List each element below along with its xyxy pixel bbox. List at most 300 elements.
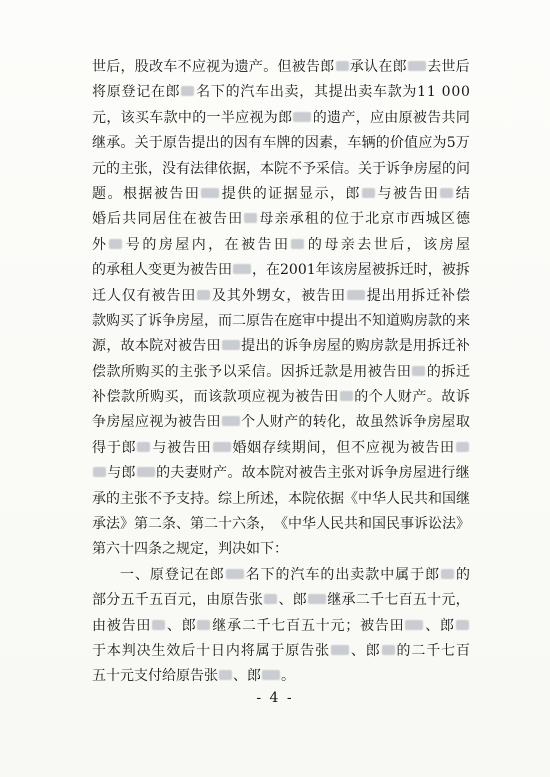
text-char: 同 [455, 109, 470, 126]
text-char: 条 [162, 516, 176, 533]
redacted-name [308, 594, 326, 604]
text-char: 购 [355, 338, 370, 355]
text-char: 田 [196, 439, 211, 456]
text-char: 偿 [92, 363, 106, 380]
text-char: 补 [92, 389, 106, 406]
text-char: 款 [387, 84, 402, 101]
text-char: ， [260, 516, 274, 533]
text-char: 承 [106, 262, 120, 279]
text-char: 于 [92, 642, 106, 659]
text-char: ， [204, 541, 218, 558]
text-char: 继 [92, 135, 106, 152]
text-char: 和 [428, 490, 442, 507]
text-char: 。 [107, 185, 122, 202]
text-char: 五 [300, 617, 315, 634]
text-char: 争 [400, 160, 414, 177]
text-char: 改 [149, 59, 164, 75]
text-char: 出 [381, 287, 396, 304]
text-char: 郎 [292, 592, 307, 609]
text-char: 夫 [170, 465, 185, 482]
text-line [92, 385, 470, 410]
text-char: 张 [134, 490, 148, 507]
text-char: 的 [192, 109, 207, 126]
text-char: 告 [305, 59, 320, 75]
text-char: 、 [350, 642, 365, 659]
text-char: 人 [386, 490, 400, 507]
text-char: 世 [441, 59, 456, 75]
text-char: 万 [455, 135, 470, 152]
text-char: 支 [134, 668, 148, 685]
redacted-name [336, 61, 349, 71]
text-char: 持 [190, 490, 204, 507]
text-char: 外 [241, 287, 256, 304]
text-char: 二 [241, 617, 256, 634]
text-char: 款 [92, 312, 106, 329]
text-char: 款 [384, 338, 399, 355]
text-char: 告 [204, 262, 218, 279]
text-char: 拆 [455, 262, 470, 279]
text-char: 因 [233, 135, 248, 152]
text-char: 二 [204, 516, 218, 533]
text-char: 故 [120, 338, 135, 355]
text-char: 依 [316, 490, 330, 507]
text-char: 十 [196, 642, 211, 659]
text-char: ， [106, 109, 121, 126]
text-char: 供 [237, 185, 252, 202]
text-char: ， [355, 109, 370, 126]
text-char: 争 [92, 414, 106, 431]
text-char: 房 [398, 465, 413, 482]
text-char: 本 [255, 465, 270, 482]
text-char: 房 [312, 338, 327, 355]
text-char: 原 [246, 312, 260, 329]
text-char: 人 [383, 389, 398, 406]
text-char: 的 [354, 389, 369, 406]
text-char: 国 [372, 516, 386, 533]
text-char: 第 [134, 516, 148, 533]
text-char: ， [341, 414, 356, 431]
text-char: ， [333, 135, 348, 152]
text-char: 田 [136, 617, 151, 634]
text-char: 0 [451, 84, 461, 101]
text-char: ， [120, 59, 135, 75]
text-char: ， [208, 236, 223, 253]
text-char: 告 [192, 338, 207, 355]
text-char: 审 [302, 312, 316, 329]
text-char: 的 [252, 185, 267, 202]
text-char: 本 [106, 642, 121, 659]
text-char: 亲 [340, 236, 355, 253]
redacted-name [382, 645, 395, 655]
text-char: 五 [412, 592, 427, 609]
text-char: 。 [266, 363, 281, 380]
text-char: 区 [440, 211, 455, 228]
text-char: 的 [106, 490, 120, 507]
text-char: 车 [149, 109, 164, 126]
text-char: ， [406, 236, 421, 253]
text-char: 第 [92, 541, 106, 558]
text-char: 《 [344, 490, 358, 507]
text-char: 名 [245, 566, 260, 583]
text-char: 拆 [427, 338, 442, 355]
text-char: 后 [390, 236, 405, 253]
text-char: 的 [312, 109, 327, 126]
text-char: 为 [176, 262, 190, 279]
text-char: 的 [455, 566, 470, 583]
text-char: 其 [314, 84, 329, 101]
text-char: 。 [120, 135, 135, 152]
text-char: 。 [344, 160, 358, 177]
text-char: 财 [397, 389, 412, 406]
text-char: 诉 [284, 338, 299, 355]
text-char: 款 [163, 109, 178, 126]
text-char: 用 [412, 338, 427, 355]
text-char: 0 [460, 84, 470, 101]
text-char: 诉 [455, 389, 470, 406]
text-char: 承 [289, 211, 304, 228]
text-char: 视 [249, 109, 264, 126]
text-char: 在 [266, 262, 280, 279]
text-char: 款 [121, 389, 136, 406]
text-char: 告 [190, 668, 204, 685]
text-char: 诉 [370, 465, 385, 482]
text-char: 元 [92, 160, 106, 177]
text-char: 存 [262, 439, 277, 456]
text-char: 院 [302, 490, 316, 507]
text-char: 据 [283, 185, 298, 202]
text-char: 张 [193, 363, 208, 380]
text-char: 法 [442, 516, 456, 533]
text-char: 被 [151, 287, 166, 304]
text-char: 车 [163, 59, 178, 75]
text-line [92, 207, 470, 232]
text-char: 房 [414, 312, 428, 329]
text-char: 租 [304, 211, 319, 228]
text-char: 予 [162, 490, 176, 507]
text-char: 郎 [439, 617, 454, 634]
text-char: 张 [315, 642, 330, 659]
text-char: 提 [221, 185, 236, 202]
text-char: 妻 [184, 465, 199, 482]
text-char: 在 [378, 59, 393, 75]
text-char: 郎 [121, 465, 136, 482]
text-char: 中 [177, 109, 192, 126]
text-char: 百 [163, 592, 178, 609]
text-char: ， [204, 312, 218, 329]
text-char: 迁 [426, 287, 441, 304]
text-char: 应 [365, 439, 380, 456]
text-char: 原 [398, 109, 413, 126]
text-char: 被 [167, 439, 182, 456]
text-char: 告 [181, 439, 196, 456]
text-char: 房 [439, 236, 454, 253]
text-char: 不 [148, 490, 162, 507]
text-char: 五 [92, 668, 106, 685]
text-line [92, 334, 470, 359]
text-char: 院 [270, 465, 285, 482]
text-char: 由 [384, 109, 399, 126]
text-char: 提 [241, 338, 256, 355]
text-char: 被 [412, 109, 427, 126]
text-char: 原 [285, 642, 300, 659]
text-line [92, 182, 470, 207]
redacted-name [222, 340, 240, 350]
text-char: 郎 [392, 59, 407, 75]
text-char: 有 [176, 160, 190, 177]
text-char: 。 [204, 490, 218, 507]
text-char: 车 [372, 84, 387, 101]
text-char: 决 [136, 642, 151, 659]
text-char: 产 [284, 414, 299, 431]
text-char: 迁 [309, 363, 324, 380]
text-char: 为 [220, 59, 235, 75]
text-char: 内 [191, 236, 206, 253]
text-char: 张 [134, 160, 148, 177]
text-char: 号 [125, 236, 140, 253]
text-char: 时 [413, 262, 428, 279]
text-char: 争 [162, 312, 176, 329]
redacted-name [456, 620, 469, 630]
text-char: 财 [269, 414, 284, 431]
text-char: 田 [184, 185, 199, 202]
text-char: 采 [237, 363, 252, 380]
text-char: 问 [456, 160, 470, 177]
text-char: 五 [149, 592, 164, 609]
text-char: 的 [275, 566, 290, 583]
text-char: 化 [327, 414, 341, 431]
text-char: 告 [166, 287, 181, 304]
text-char: 人 [134, 262, 148, 279]
text-char: 更 [162, 262, 176, 279]
text-char: 告 [300, 642, 315, 659]
text-char: ， [106, 338, 121, 355]
text-char: 由 [206, 592, 221, 609]
redacted-name [340, 391, 353, 401]
text-char: 仅 [121, 287, 136, 304]
text-char: 的 [225, 84, 240, 101]
text-char: ， [191, 592, 206, 609]
text-char: 价 [389, 135, 404, 152]
text-char: 田 [206, 338, 221, 355]
text-char: 田 [324, 389, 339, 406]
text-char: 显 [299, 185, 314, 202]
text-char: 十 [120, 541, 134, 558]
text-char: 拆 [411, 287, 426, 304]
text-char: 。 [281, 668, 295, 685]
text-char: 偿 [456, 287, 470, 304]
text-char: 汽 [290, 566, 305, 583]
text-char: 该 [329, 262, 344, 279]
text-char: 千 [134, 592, 149, 609]
text-char: 承 [106, 135, 121, 152]
text-char: 告 [234, 592, 249, 609]
text-char: 将 [240, 642, 255, 659]
text-char: 被 [190, 262, 204, 279]
text-char: 在 [150, 84, 165, 101]
text-char: 母 [324, 236, 339, 253]
text-char: 在 [182, 211, 197, 228]
text-char: ， [246, 160, 260, 177]
text-char: 信 [251, 363, 266, 380]
text-char: 被 [197, 211, 212, 228]
text-char: 民 [400, 490, 414, 507]
text-char: 法 [190, 160, 204, 177]
text-char: 告 [316, 287, 331, 304]
text-char: 产 [213, 465, 228, 482]
text-char: 诉 [398, 414, 413, 431]
text-char: 张 [341, 465, 356, 482]
text-char: 所 [121, 363, 136, 380]
text-char: 共 [441, 109, 456, 126]
text-char: 期 [291, 439, 306, 456]
text-char: 西 [410, 211, 425, 228]
text-char: 华 [372, 490, 386, 507]
text-char: 院 [274, 160, 288, 177]
text-char: 为 [402, 84, 417, 101]
text-char: 规 [176, 541, 190, 558]
text-char: 财 [198, 465, 213, 482]
text-line [92, 80, 470, 105]
text-char: 知 [372, 312, 386, 329]
text-char: 进 [427, 465, 442, 482]
text-char: 争 [298, 338, 313, 355]
text-char: 属 [255, 642, 270, 659]
text-char: 诉 [386, 160, 400, 177]
text-char: 六 [106, 541, 120, 558]
text-char: 的 [290, 135, 305, 152]
redacted-name [293, 112, 311, 122]
text-char: 京 [380, 211, 395, 228]
text-char: 为 [163, 414, 178, 431]
text-char: 百 [398, 592, 413, 609]
redacted-name [197, 620, 210, 630]
text-char: 二 [411, 642, 426, 659]
text-char: 拆 [295, 363, 310, 380]
text-char: 日 [211, 642, 225, 659]
text-char: 诉 [414, 516, 428, 533]
text-char: 变 [148, 262, 162, 279]
text-char: 被 [177, 338, 192, 355]
text-char: 与 [107, 465, 122, 482]
text-char: 1 [306, 262, 316, 279]
text-char: 间 [306, 439, 321, 456]
redacted-name [331, 645, 349, 655]
text-char: 告 [312, 465, 327, 482]
text-char: 款 [365, 566, 380, 583]
text-char: 应 [134, 414, 149, 431]
text-char: 的 [375, 135, 390, 152]
text-char: 中 [358, 490, 372, 507]
text-char: 分 [106, 592, 121, 609]
text-char: 年 [315, 262, 330, 279]
text-char: 述 [260, 490, 274, 507]
text-char: 的 [156, 465, 171, 482]
text-char: 的 [442, 312, 456, 329]
text-char: 被 [241, 236, 256, 253]
text-char: 、 [176, 516, 190, 533]
text-char: 迁 [441, 338, 456, 355]
text-char: 的 [319, 211, 334, 228]
text-char: 告 [213, 211, 227, 228]
text-char: 屋 [455, 236, 470, 253]
text-char: 十 [218, 516, 232, 533]
text-char: 予 [208, 363, 223, 380]
text-char: 故 [441, 389, 456, 406]
text-char: 后 [455, 59, 470, 75]
text-char: 判 [121, 642, 136, 659]
text-char: 视 [206, 59, 221, 75]
text-char: 提 [328, 84, 343, 101]
text-char: 项 [237, 389, 252, 406]
text-char: 张 [204, 668, 218, 685]
text-char: 但 [277, 59, 292, 75]
redacted-name [347, 290, 365, 300]
text-char: 房 [414, 160, 428, 177]
text-char: 应 [251, 389, 266, 406]
text-char: 二 [148, 516, 162, 533]
text-char: 田 [218, 262, 232, 279]
redacted-name [109, 239, 122, 249]
text-char: 款 [324, 363, 339, 380]
text-char: 下 [210, 84, 225, 101]
text-char: 婚 [92, 211, 106, 228]
redacted-name [244, 213, 257, 223]
text-char: 购 [400, 312, 414, 329]
text-char: 应 [191, 59, 206, 75]
text-char: 被 [177, 414, 192, 431]
text-char: 。 [227, 465, 242, 482]
text-char: 郎 [365, 642, 380, 659]
text-char: 房 [369, 338, 384, 355]
text-char: 1 [417, 84, 427, 101]
text-char: 主 [120, 160, 134, 177]
text-char: 房 [176, 312, 190, 329]
text-char: 生 [151, 642, 166, 659]
text-char: 视 [266, 389, 281, 406]
text-char: ， [179, 389, 194, 406]
text-line [92, 410, 470, 435]
text-char: 后 [181, 642, 196, 659]
text-char: 继 [455, 465, 470, 482]
redacted-name [291, 239, 304, 249]
text-char: 田 [396, 363, 411, 380]
text-char: 郎 [165, 84, 180, 101]
text-line [92, 436, 470, 461]
text-char: 依 [218, 160, 232, 177]
text-char: 中 [380, 566, 395, 583]
text-char: 田 [181, 287, 196, 304]
text-char: 五 [120, 592, 135, 609]
text-char: 原 [106, 84, 121, 101]
text-char: 百 [286, 617, 301, 634]
text-line [92, 614, 470, 639]
text-char: 和 [358, 516, 372, 533]
text-char: 《 [274, 516, 288, 533]
text-char: 屋 [190, 312, 204, 329]
text-char: 。 [426, 389, 441, 406]
text-char: 将 [92, 84, 106, 101]
text-char: 出 [255, 338, 270, 355]
text-line [92, 157, 470, 182]
text-char: 应 [369, 109, 384, 126]
text-char: 补 [455, 338, 470, 355]
text-char: ， [330, 185, 345, 202]
text-line [92, 537, 470, 562]
judgment-body-text [92, 55, 470, 690]
text-char: 承 [92, 516, 106, 533]
text-char: 田 [228, 211, 243, 228]
text-char: 该 [208, 389, 223, 406]
